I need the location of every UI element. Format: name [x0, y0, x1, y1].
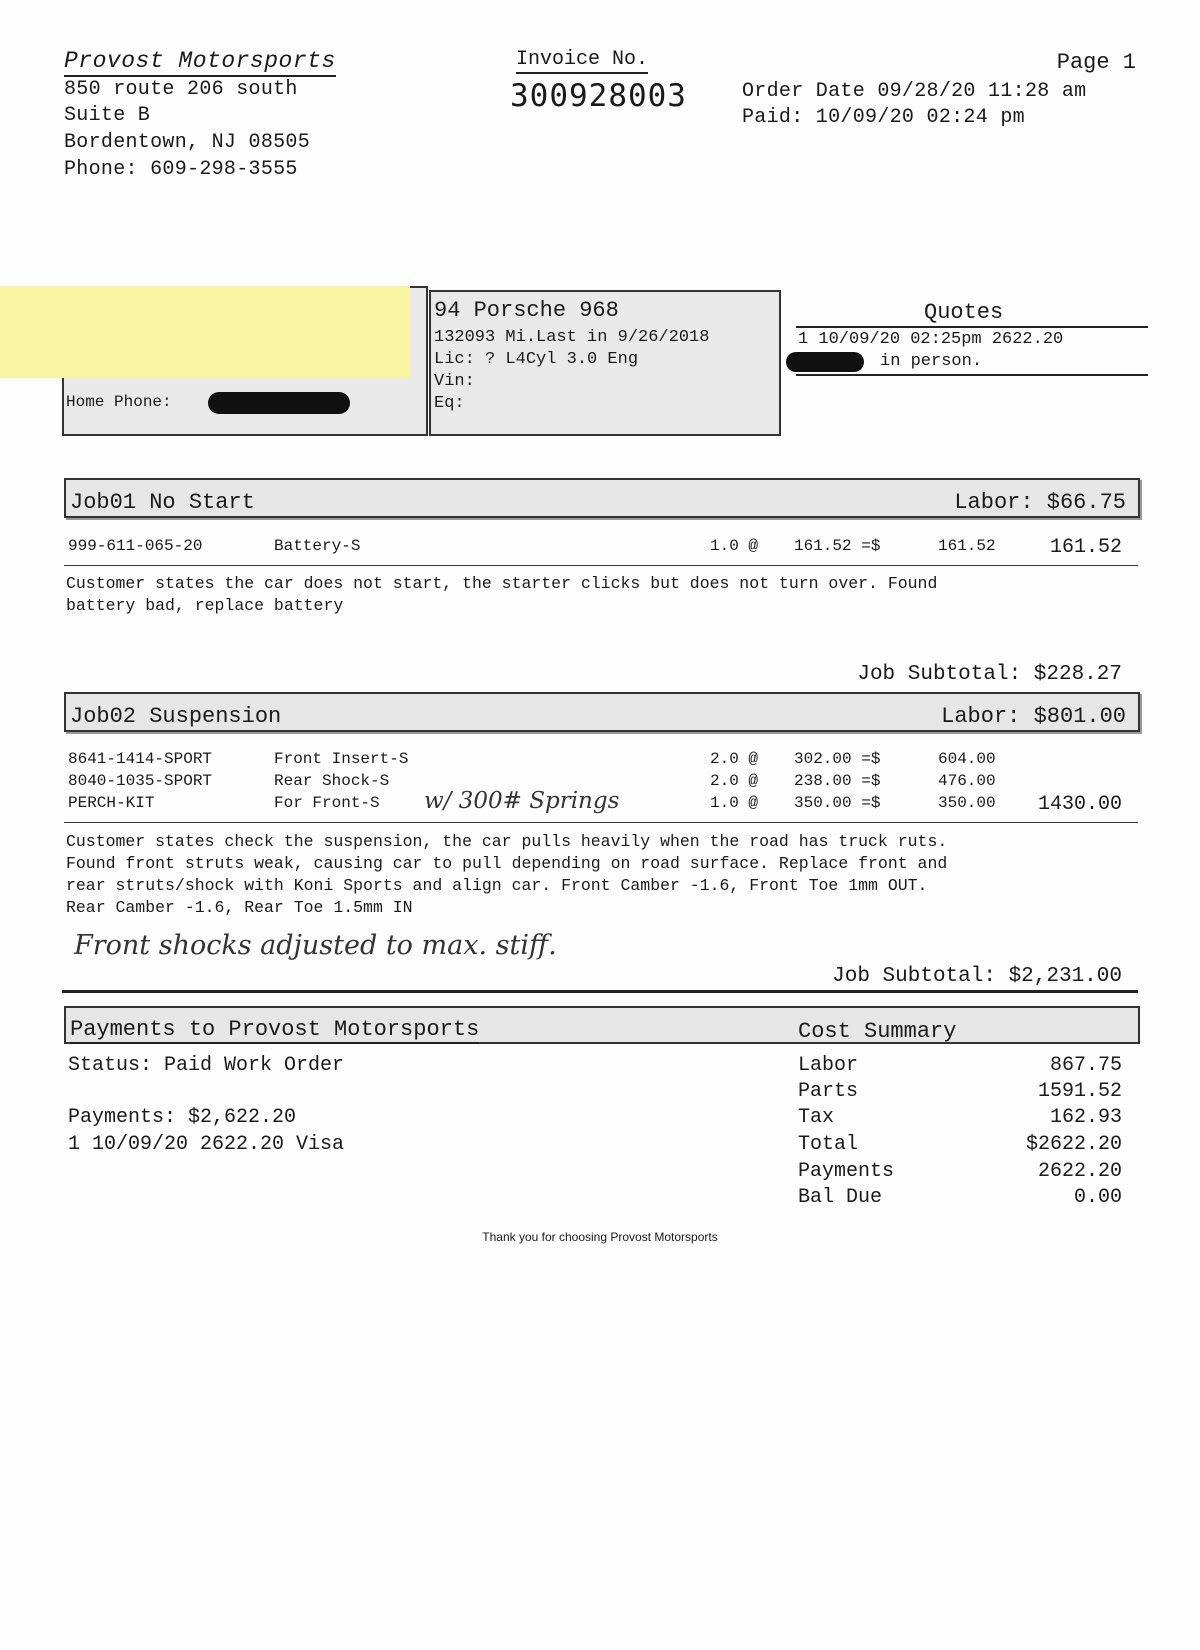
part-quantity: 1.0 @	[710, 794, 759, 812]
payment-status: Status: Paid Work Order	[68, 1054, 345, 1077]
shop-address-line-2: Suite B	[64, 104, 151, 127]
job-labor: Labor: $66.75	[954, 490, 1126, 515]
part-number: PERCH-KIT	[68, 794, 155, 812]
cost-value-parts: 1591.52	[1037, 1080, 1122, 1103]
paid-date: Paid: 10/09/20 02:24 pm	[742, 106, 1025, 129]
cost-summary-title: Cost Summary	[798, 1019, 957, 1044]
payments-total: Payments: $2,622.20	[68, 1106, 297, 1129]
quote-line: 1 10/09/20 02:25pm 2622.20	[798, 330, 1064, 349]
shop-phone: Phone: 609-298-3555	[64, 158, 298, 181]
divider	[64, 565, 1138, 566]
vehicle-title: 94 Porsche 968	[434, 298, 619, 323]
part-number: 999-611-065-20	[68, 537, 203, 555]
cost-value-tax: 162.93	[1049, 1106, 1122, 1129]
divider	[64, 822, 1138, 823]
cost-value-total: $2622.20	[1025, 1133, 1122, 1156]
job-description-line: rear struts/shock with Koni Sports and align car. Front Camber -1.6, Front Toe 1mm OUT.	[66, 876, 928, 895]
job-title: Job01 No Start	[70, 490, 255, 515]
shop-city: Bordentown, NJ 08505	[64, 131, 311, 154]
cost-label-bal-due: Bal Due	[798, 1186, 883, 1209]
part-extended: 161.52	[938, 537, 996, 555]
part-price: 238.00 =$	[794, 772, 881, 790]
part-number: 8040-1035-SPORT	[68, 772, 213, 790]
part-description: Rear Shock-S	[274, 772, 390, 790]
job-title: Job02 Suspension	[70, 704, 282, 729]
cost-label-labor: Labor	[798, 1054, 859, 1077]
shop-address-line-1: 850 route 206 south	[64, 78, 298, 101]
job-description-line: battery bad, replace battery	[66, 596, 344, 615]
vehicle-eq: Eq:	[434, 394, 465, 413]
cost-value-bal-due: 0.00	[1073, 1186, 1122, 1209]
part-extended: 604.00	[938, 750, 996, 768]
cost-value-labor: 867.75	[1049, 1054, 1122, 1077]
invoice-label: Invoice No.	[516, 48, 648, 74]
handwritten-part-note: w/ 300# Springs	[424, 788, 620, 814]
cost-label-tax: Tax	[798, 1106, 835, 1129]
footer-thanks: Thank you for choosing Provost Motorsports	[482, 1230, 718, 1244]
home-phone-label: Home Phone:	[66, 393, 172, 411]
cost-label-parts: Parts	[798, 1080, 859, 1103]
parts-total: 1430.00	[1037, 793, 1122, 816]
part-price: 350.00 =$	[794, 794, 881, 812]
job-description-line: Rear Camber -1.6, Rear Toe 1.5mm IN	[66, 898, 413, 917]
part-quantity: 2.0 @	[710, 772, 759, 790]
job-labor: Labor: $801.00	[941, 704, 1126, 729]
part-description: For Front-S	[274, 794, 380, 812]
job-subtotal: Job Subtotal: $228.27	[857, 663, 1122, 686]
quotes-title: Quotes	[924, 300, 1004, 325]
payment-line: 1 10/09/20 2622.20 Visa	[68, 1133, 345, 1156]
order-date: Order Date 09/28/20 11:28 am	[742, 80, 1087, 103]
part-quantity: 2.0 @	[710, 750, 759, 768]
quote-person: in person.	[880, 352, 983, 371]
vehicle-license: Lic: ? L4Cyl 3.0 Eng	[434, 350, 639, 369]
vehicle-mileage: 132093 Mi.Last in 9/26/2018	[434, 328, 710, 347]
part-extended: 350.00	[938, 794, 996, 812]
handwritten-note: Front shocks adjusted to max. stiff.	[74, 930, 557, 961]
job-description-line: Customer states check the suspension, the car pulls heavily when the road has truck ruts.	[66, 832, 948, 851]
job-description-line: Customer states the car does not start, the starter clicks but does not turn over. Found	[66, 574, 938, 593]
job-description-line: Found front struts weak, causing car to pull depending on road surface. Replace front and	[66, 854, 948, 873]
quotes-rule	[796, 374, 1148, 376]
part-price: 302.00 =$	[794, 750, 881, 768]
section-divider	[62, 990, 1138, 993]
shop-name: Provost Motorsports	[64, 48, 336, 77]
part-number: 8641-1414-SPORT	[68, 750, 213, 768]
part-description: Battery-S	[274, 537, 361, 555]
vehicle-vin: Vin:	[434, 372, 475, 391]
redaction-highlight	[0, 286, 410, 378]
cost-label-total: Total	[798, 1133, 859, 1156]
invoice-number: 300928003	[510, 78, 687, 114]
page-number: Page 1	[1056, 50, 1136, 75]
part-extended: 476.00	[938, 772, 996, 790]
part-price: 161.52 =$	[794, 537, 881, 555]
parts-total: 161.52	[1049, 536, 1122, 559]
job-subtotal: Job Subtotal: $2,231.00	[832, 965, 1122, 988]
phone-redaction	[208, 392, 350, 414]
part-description: Front Insert-S	[274, 750, 409, 768]
part-quantity: 1.0 @	[710, 537, 759, 555]
payments-title: Payments to Provost Motorsports	[70, 1017, 480, 1042]
quote-redaction	[786, 352, 864, 372]
cost-label-payments: Payments	[798, 1160, 895, 1183]
quotes-rule	[796, 326, 1148, 328]
cost-value-payments: 2622.20	[1037, 1160, 1122, 1183]
